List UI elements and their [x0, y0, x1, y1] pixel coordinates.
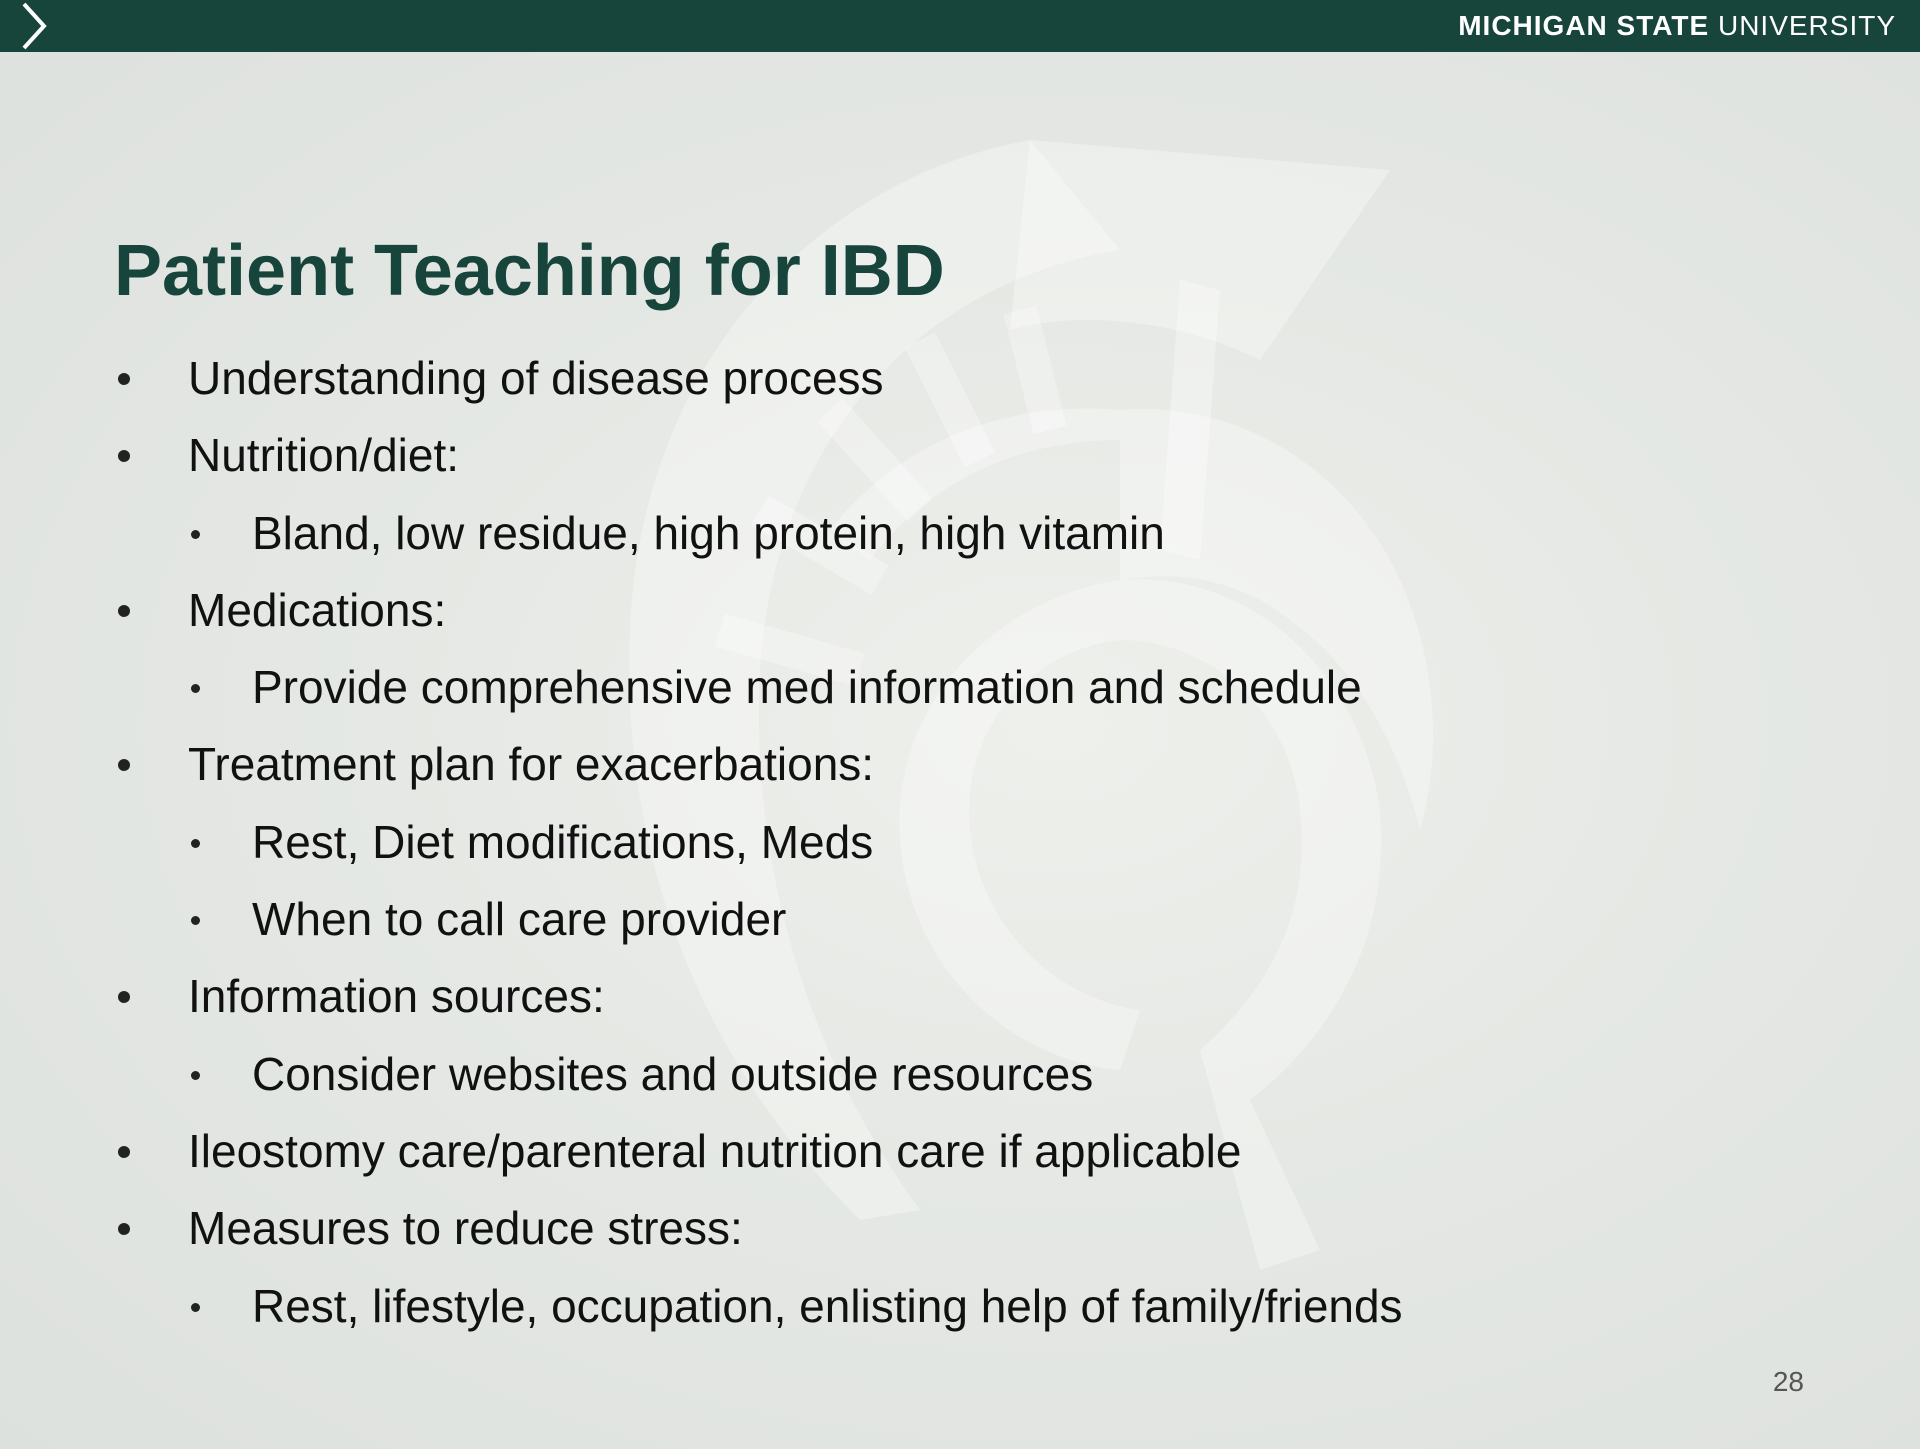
top-banner	[0, 0, 1920, 52]
bullet-text: Nutrition/diet:	[188, 429, 460, 482]
bullet-text: Medications:	[188, 583, 447, 636]
sub-bullet-item	[0, 812, 1403, 889]
bullet-dot-icon	[191, 916, 200, 925]
bullet-dot-icon	[191, 1071, 200, 1080]
sub-bullet-item	[0, 889, 1403, 966]
bullet-item	[0, 1198, 1403, 1275]
bullet-dot-icon	[118, 991, 130, 1003]
bullet-dot-icon	[118, 605, 130, 617]
bullet-item	[0, 425, 1403, 502]
bullet-item	[0, 1121, 1403, 1198]
bullet-item	[0, 734, 1403, 811]
bullet-text: Ileostomy care/parenteral nutrition care if applicable	[188, 1124, 1242, 1177]
page-number: 28	[1772, 1366, 1804, 1397]
bullet-text: Rest, Diet modifications, Meds	[252, 815, 874, 868]
bullet-text: Understanding of disease process	[188, 352, 884, 404]
bullet-text: Measures to reduce stress:	[188, 1202, 743, 1255]
bullet-dot-icon	[191, 1303, 200, 1312]
bullet-dot-icon	[118, 1146, 130, 1158]
sub-bullet-item	[0, 1044, 1403, 1121]
bullet-dot-icon	[118, 450, 130, 462]
bullet-text: Treatment plan for exacerbations:	[188, 738, 875, 791]
bullet-item	[0, 348, 1403, 425]
bullet-dot-icon	[118, 373, 130, 385]
sub-bullet-item	[0, 1276, 1403, 1353]
bullet-item	[0, 966, 1403, 1043]
bullet-text: Information sources:	[188, 970, 605, 1023]
bullet-dot-icon	[191, 684, 200, 693]
bullet-text: Bland, low residue, high protein, high vitamin	[252, 506, 1165, 559]
bullet-list	[0, 348, 1403, 1353]
wordmark-light: UNIVERSITY	[1717, 10, 1896, 41]
bullet-text: Provide comprehensive med information and schedule	[252, 661, 1362, 714]
bullet-text: Rest, lifestyle, occupation, enlisting help of family/friends	[252, 1279, 1403, 1332]
sub-bullet-item	[0, 503, 1403, 580]
bullet-text: When to call care provider	[252, 893, 787, 946]
sub-bullet-item	[0, 657, 1403, 734]
university-wordmark	[1458, 9, 1896, 43]
bullet-dot-icon	[191, 530, 200, 539]
bullet-dot-icon	[118, 1223, 130, 1235]
bullet-dot-icon	[118, 759, 130, 771]
wordmark-bold: MICHIGAN STATE	[1458, 10, 1710, 41]
bullet-dot-icon	[191, 839, 200, 848]
chevron-right-icon	[14, 0, 54, 52]
slide-title: Patient Teaching for IBD	[114, 231, 945, 311]
bullet-item	[0, 580, 1403, 657]
bullet-text: Consider websites and outside resources	[252, 1047, 1094, 1100]
